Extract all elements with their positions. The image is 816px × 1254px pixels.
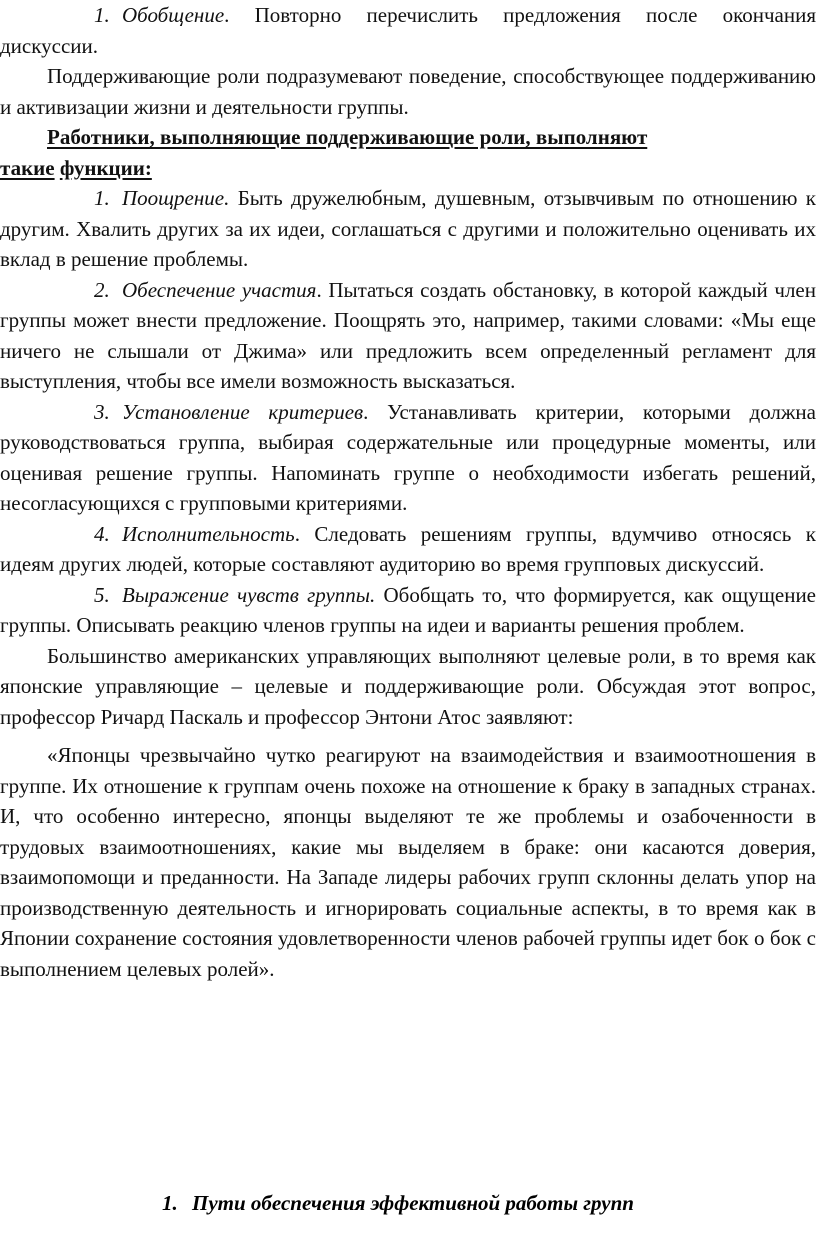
- roles-heading: [0, 122, 816, 153]
- list-item: [0, 275, 816, 397]
- item-number: 4.: [94, 521, 110, 546]
- item-text: . Пытаться создать обстановку, в которой каждый член группы может внести предложение. Поощрять это, например, такими словами: «Мы еще ничего не слышали от Джима» или предложить всем определенный регламент для выступления, чтобы все имели возможность высказаться.: [0, 277, 816, 393]
- item-term: Установление критериев: [122, 399, 364, 424]
- list-item: [0, 580, 816, 641]
- item-term: Исполнительность: [122, 521, 295, 546]
- quote-paragraph: «Японцы чрезвычайно чутко реагируют на взаимодействия и взаимоотношения в группе. Их отношение к группам очень похоже на отношение к браку в западных странах. И, что особенно интересно, японцы выделяют те же проблемы и озабоченности в трудовых взаимоотношениях, какие мы выделяем в браке: они касаются доверия, взаимопомощи и преданности. На Западе лидеры рабочих групп склонны делать упор на производственную деятельность и игнорировать социальные аспекты, в то время как в Японии сохранение состояния удовлетворенности членов рабочей группы идет бок о бок с выполнением целевых ролей».: [0, 743, 816, 981]
- item-term: Обобщение: [122, 3, 225, 27]
- list-item: [0, 183, 816, 275]
- intro-paragraph: Поддерживающие роли подразумевают поведение, способствующее поддерживанию и активизации жизни и деятельности группы.: [0, 64, 816, 119]
- item-term: Выражение чувств группы.: [122, 582, 376, 607]
- managers-paragraph: Большинство американских управляющих выполняют целевые роли, в то время как японские управляющие – целевые и поддерживающие роли. Обсуждая этот вопрос, профессор Ричард Паскаль и профессор Энтони Атос заявляют:: [0, 643, 816, 729]
- item-term: Обеспечение участия: [122, 277, 317, 302]
- item-text: . Следовать решениям группы, вдумчиво относясь к идеям других людей, которые составляют аудиторию во время групповых дискуссий.: [0, 521, 816, 576]
- list-item: [0, 397, 816, 519]
- section-title-text: Пути обеспечения эффективной работы групп: [192, 1191, 634, 1215]
- item-number: 2.: [94, 277, 110, 302]
- section-title: [162, 1191, 634, 1216]
- heading-part-2: такие: [0, 155, 55, 180]
- roles-heading-line-2: [0, 153, 816, 184]
- item-text: . Повторно перечислить предложения после окончания дискуссии.: [0, 3, 816, 58]
- item-number: 1.: [94, 186, 110, 210]
- item-text: Быть дружелюбным, душевным, отзывчивым по отношению к другим. Хвалить других за их идеи, соглашаться с другими и положительно оценивать их вклад в решение проблемы.: [0, 186, 816, 271]
- section-number: 1.: [162, 1191, 178, 1215]
- heading-part-3: функции:: [59, 155, 152, 180]
- item-number: 5.: [94, 582, 110, 607]
- item-text: Обобщать то, что формируется, как ощущение группы. Описывать реакцию членов группы на идеи и варианты решения проблем.: [0, 582, 816, 637]
- item-term: Поощрение.: [122, 186, 230, 210]
- heading-part-1: Работники, выполняющие поддерживающие роли, выполняют: [47, 125, 648, 149]
- item-text: . Устанавливать критерии, которыми должна руководствоваться группа, выбирая содержательные или процедурные моменты, или оценивая решение группы. Напоминать группе о необходимости избегать решений, несогласующихся с групповыми критериями.: [0, 399, 816, 515]
- list-item: [0, 519, 816, 580]
- item-number: 1.: [94, 3, 110, 27]
- item-number: 3.: [94, 399, 110, 424]
- summary-item: [0, 0, 816, 61]
